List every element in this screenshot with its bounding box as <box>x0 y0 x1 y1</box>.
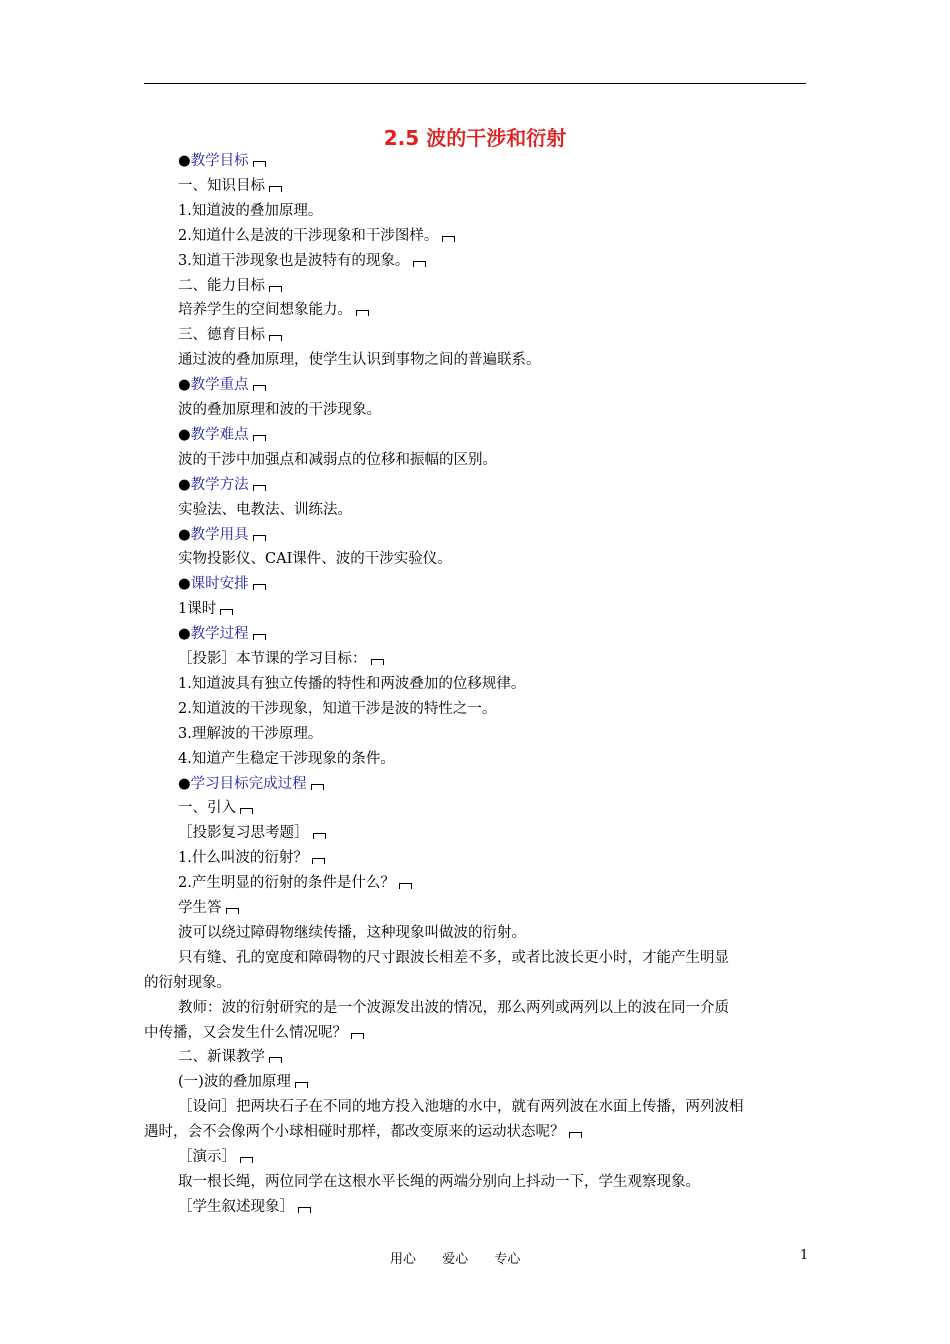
text-line: 波可以绕过障碍物继续传播，这种现象叫做波的衍射。 <box>178 924 526 941</box>
footer-text: 爱心 <box>442 1252 469 1267</box>
page-number: 1 <box>800 1248 809 1263</box>
paragraph-mark-icon <box>220 609 233 615</box>
text-line: ●教学重点 <box>178 375 266 395</box>
text-line: ●学习目标完成过程 <box>178 774 324 794</box>
paragraph-mark-icon <box>312 858 325 864</box>
text-line: 二、新课教学 <box>178 1047 282 1067</box>
text-line: ［演示］ <box>178 1147 253 1167</box>
text-line: 只有缝、孔的宽度和障碍物的尺寸跟波长相差不多，或者比波长更小时，才能产生明显 <box>178 949 729 966</box>
text-line: 教师：波的衍射研究的是一个波源发出波的情况，那么两列或两列以上的波在同一介质 <box>178 999 729 1016</box>
page-footer <box>390 1248 542 1267</box>
bullet-icon: ● <box>178 775 191 792</box>
bullet-icon: ● <box>178 526 191 543</box>
text-line: 2.知道什么是波的干涉现象和干涉图样。 <box>178 226 455 246</box>
bullet-icon: ● <box>178 476 191 493</box>
paragraph-mark-icon <box>351 1033 364 1039</box>
paragraph-mark-icon <box>253 634 266 640</box>
paragraph-mark-icon <box>442 236 455 242</box>
text-line: 1.知道波的叠加原理。 <box>178 202 323 219</box>
text-line: 3.理解波的干涉原理。 <box>178 725 323 742</box>
paragraph-mark-icon <box>269 186 282 192</box>
footer-text: 专心 <box>494 1252 521 1267</box>
bullet-icon: ● <box>178 153 191 169</box>
text-line: 实验法、电教法、训练法。 <box>178 501 352 518</box>
paragraph-mark-icon <box>269 286 282 292</box>
text-line: 一、引入 <box>178 798 253 818</box>
text-line: 3.知道干涉现象也是波特有的现象。 <box>178 251 426 271</box>
paragraph-mark-icon <box>356 310 369 316</box>
paragraph-mark-icon <box>253 485 266 491</box>
text-line: 取一根长绳，两位同学在这根水平长绳的两端分别向上抖动一下，学生观察现象。 <box>178 1173 700 1190</box>
footer-text: 用心 <box>390 1252 417 1267</box>
text-line: ［投影复习思考题］ <box>178 823 326 843</box>
text-line: ●教学用具 <box>178 525 266 545</box>
text-line: ●课时安排 <box>178 574 266 594</box>
text-line: 波的叠加原理和波的干涉现象。 <box>178 402 381 418</box>
text-line: 培养学生的空间想象能力。 <box>178 300 369 320</box>
text-line: 二、能力目标 <box>178 276 282 296</box>
text-line: 遇时，会不会像两个小球相碰时那样，都改变原来的运动状态呢？ <box>144 1122 582 1142</box>
text-line: 一、知识目标 <box>178 176 282 196</box>
paragraph-mark-icon <box>253 535 266 541</box>
text-line: ［学生叙述现象］ <box>178 1197 311 1217</box>
text-line: 1.知道波具有独立传播的特性和两波叠加的位移规律。 <box>178 675 526 692</box>
text-line: 1.什么叫波的衍射？ <box>178 848 325 868</box>
text-line: 的衍射现象。 <box>144 974 231 991</box>
text-line: ［设问］把两块石子在不同的地方投入池塘的水中，就有两列波在水面上传播，两列波相 <box>178 1099 744 1116</box>
text-line: 中传播，又会发生什么情况呢？ <box>144 1023 364 1043</box>
text-line: 学生答 <box>178 898 239 918</box>
text-line: 4.知道产生稳定干涉现象的条件。 <box>178 750 395 767</box>
paragraph-mark-icon <box>253 385 266 391</box>
paragraph-mark-icon <box>240 1157 253 1163</box>
text-line: ●教学过程 <box>178 624 266 644</box>
paragraph-mark-icon <box>413 261 426 267</box>
text-line: 实物投影仪、CAI课件、波的干涉实验仪。 <box>178 551 452 568</box>
document-title: 2.5 波的干涉和衍射 <box>383 126 567 150</box>
paragraph-mark-icon <box>313 833 326 839</box>
paragraph-mark-icon <box>399 883 412 889</box>
text-line: (一)波的叠加原理 <box>178 1072 308 1092</box>
text-line: ●教学目标 <box>178 151 266 171</box>
paragraph-mark-icon <box>269 335 282 341</box>
text-line: 波的干涉中加强点和减弱点的位移和振幅的区别。 <box>178 451 497 468</box>
paragraph-mark-icon <box>569 1132 582 1138</box>
text-line: ●教学难点 <box>178 425 266 445</box>
paragraph-mark-icon <box>240 808 253 814</box>
paragraph-mark-icon <box>295 1082 308 1088</box>
paragraph-mark-icon <box>311 784 324 790</box>
paragraph-mark-icon <box>253 435 266 441</box>
paragraph-mark-icon <box>253 161 266 167</box>
paragraph-mark-icon <box>269 1057 282 1063</box>
paragraph-mark-icon <box>298 1207 311 1213</box>
text-line: 通过波的叠加原理，使学生认识到事物之间的普遍联系。 <box>178 352 541 369</box>
bullet-icon: ● <box>178 426 191 443</box>
text-line: ●教学方法 <box>178 475 266 495</box>
text-line: 2.知道波的干涉现象，知道干涉是波的特性之一。 <box>178 700 497 717</box>
paragraph-mark-icon <box>371 659 384 665</box>
text-line: 2.产生明显的衍射的条件是什么？ <box>178 873 412 893</box>
text-line: 三、德育目标 <box>178 325 282 345</box>
bullet-icon: ● <box>178 626 191 643</box>
paragraph-mark-icon <box>253 584 266 590</box>
paragraph-mark-icon <box>226 908 239 914</box>
bullet-icon: ● <box>178 576 191 593</box>
header-rule <box>144 83 806 84</box>
bullet-icon: ● <box>178 377 191 394</box>
text-line: ［投影］本节课的学习目标： <box>178 649 384 669</box>
text-line: 1课时 <box>178 599 233 619</box>
